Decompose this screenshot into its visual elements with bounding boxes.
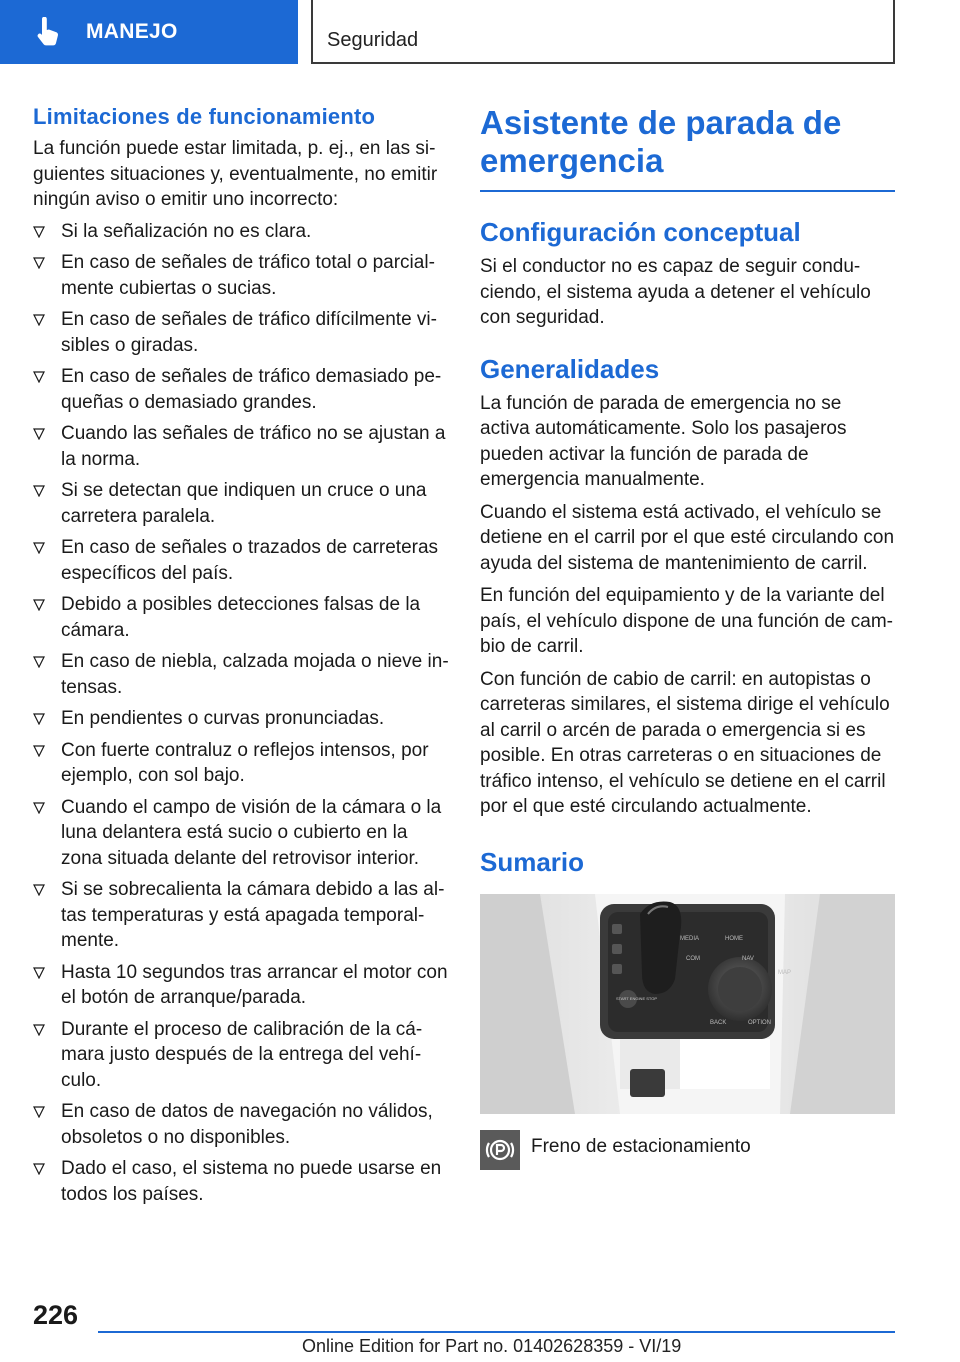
right-column [480,102,895,1170]
general-paragraph: La función de parada de emergencia no se activa automáticamente. Solo los pasajeros pueden activar la función de parada de emergencia manualmente. [480,392,847,490]
triangle-bullet-icon [33,1024,45,1036]
list-item-text: En caso de niebla, calzada mojada o nieve intensas. [61,651,449,698]
list-item [33,706,451,732]
triangle-bullet-icon [33,257,45,269]
general-paragraph: En función del equipamiento y de la variante del país, el vehículo dispone de una función de cambio de carril. [480,585,893,657]
limitations-intro: La función puede estar limitada, p. ej., en las siguientes situaciones y, eventualmente, no emitir ningún aviso o emitir uno incorrecto: [33,138,438,210]
triangle-bullet-icon [33,485,45,497]
photo-label: OPTION [748,1019,772,1026]
photo-label: START ENGINE STOP [616,995,658,1001]
list-item-text: Cuando el campo de visión de la cámara o la luna delantera está sucio o cubierto en la zona situada delante del retrovisor interior. [61,796,442,869]
triangle-bullet-icon [33,802,45,814]
footer-rule [98,1331,895,1333]
parking-brake-icon [480,1130,520,1170]
list-item [33,250,451,301]
concept-heading: Configuración conceptual [480,217,801,247]
list-item [33,960,451,1011]
summary-heading: Sumario [480,846,585,877]
photo-label: MAP [778,969,792,976]
list-item-text: En caso de datos de navegación no válidos, obsoletos o no disponibles. [61,1101,433,1148]
list-item [33,649,451,700]
triangle-bullet-icon [33,542,45,554]
list-item [33,219,451,245]
page-title: Asistente de parada de emergencia [480,104,842,179]
console-photo [480,894,895,1114]
photo-label: NAV [742,955,754,962]
hand-icon [34,17,64,47]
photo-label: HOME [725,935,743,942]
triangle-bullet-icon [33,967,45,979]
list-item-text: En caso de señales de tráfico demasiado pequeñas o demasiado grandes. [61,366,442,413]
list-item [33,535,451,586]
photo-label: COM [686,955,700,962]
list-item-text: Debido a posibles detecciones falsas de la cámara. [61,594,421,641]
triangle-bullet-icon [33,226,45,238]
list-item [33,307,451,358]
list-item-text: En pendientes o curvas pronunciadas. [61,708,385,729]
chapter-title: MANEJO [86,20,178,43]
triangle-bullet-icon [33,656,45,668]
general-heading: Generalidades [480,353,660,384]
list-item-text: Con fuerte contraluz o reflejos intensos, por ejemplo, con sol bajo. [61,739,429,786]
list-item [33,795,451,872]
list-item [33,877,451,954]
left-column [33,102,451,1213]
list-item [33,1156,451,1207]
concept-text: Si el conductor no es capaz de seguir conduciendo, el sistema ayuda a detener el vehículo con seguridad. [480,256,871,328]
photo-label: MEDIA [680,935,700,942]
triangle-bullet-icon [33,428,45,440]
list-item [33,1017,451,1094]
triangle-bullet-icon [33,884,45,896]
list-item-text: En caso de señales de tráfico difícilmente visibles o giradas. [61,309,437,356]
list-item-text: Dado el caso, el sistema no puede usarse en todos los países. [61,1158,442,1205]
general-paragraph: Cuando el sistema está activado, el vehículo se detiene en el carril por el que esté circulando con ayuda del sistema de mantenimiento de carril. [480,501,895,574]
general-paragraph: Con función de cabio de carril: en autopistas o carreteras similares, el sistema dirige el vehículo al carril o arcén de parada o emergencia si es posible. En otras carreteras o en situaciones de tráfico intenso, el vehículo se detiene en el carril por el que esté circulando actualmente. [480,668,890,817]
list-item-text: Cuando las señales de tráfico no se ajustan a la norma. [61,423,446,470]
list-item [33,478,451,529]
page-number: 226 [33,1300,79,1330]
list-item-text: Durante el proceso de calibración de la cámara justo después de la entrega del vehículo. [61,1018,423,1091]
triangle-bullet-icon [33,1163,45,1175]
list-item [33,738,451,789]
limitations-list [33,219,451,1208]
title-rule [480,190,895,192]
legend-item [480,1130,895,1170]
triangle-bullet-icon [33,314,45,326]
list-item [33,592,451,643]
legend-label: Freno de estacionamiento [531,1135,751,1157]
triangle-bullet-icon [33,713,45,725]
list-item-text: Si se sobrecalienta la cámara debido a las altas temperaturas y está apagada temporalmente. [61,879,445,951]
list-item [33,364,451,415]
footer-edition: Online Edition for Part no. 01402628359 - VI/19 [302,1336,682,1356]
list-item-text: Hasta 10 segundos tras arrancar el motor con el botón de arranque/parada. [61,961,448,1008]
triangle-bullet-icon [33,1106,45,1118]
section-title: Seguridad [327,29,419,51]
list-item-text: Si la señalización no es clara. [61,220,312,242]
list-item-text: En caso de señales de tráfico total o parcialmente cubiertas o sucias. [61,252,435,299]
section-header [311,0,895,64]
triangle-bullet-icon [33,745,45,757]
chapter-tab[interactable] [0,0,298,64]
triangle-bullet-icon [33,599,45,611]
list-item [33,1099,451,1150]
list-item [33,421,451,472]
triangle-bullet-icon [33,371,45,383]
list-item-text: En caso de señales o trazados de carreteras específicos del país. [61,537,439,584]
limitations-heading: Limitaciones de funcionamiento [33,104,376,129]
list-item-text: Si se detectan que indiquen un cruce o una carretera paralela. [61,480,427,527]
photo-label: BACK [710,1019,727,1026]
